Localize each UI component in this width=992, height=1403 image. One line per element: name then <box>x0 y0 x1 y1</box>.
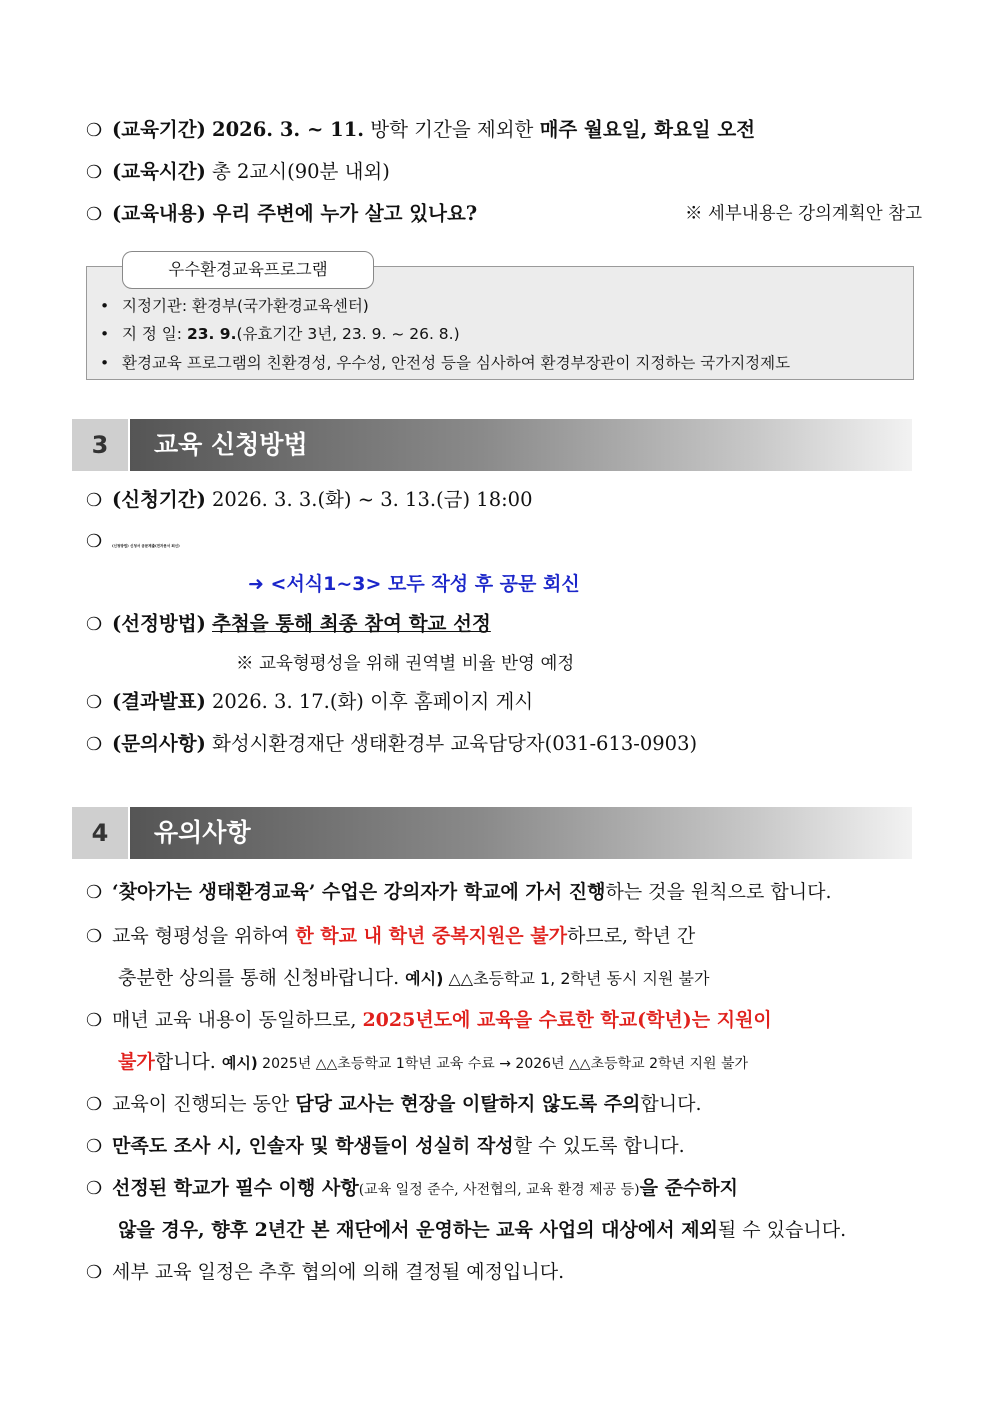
notice-item-2: ❍ 교육 형평성을 위하여 한 학교 내 학년 중복지원은 불가하므로, 학년 간 <box>86 925 696 947</box>
circle-bullet-icon: ❍ <box>86 1094 103 1115</box>
program-item-3: • 환경교육 프로그램의 친환경성, 우수성, 안전성 등을 심사하여 환경부장관이 지정하는 국가지정제도 <box>100 354 791 372</box>
apply-method-line: ❍ (신청방법) 신청서 공문제출(전자문서 회신) <box>86 531 180 552</box>
circle-bullet-icon: ❍ <box>86 1136 103 1157</box>
notice-item-4: ❍ 교육이 진행되는 동안 담당 교사는 현장을 이탈하지 않도록 주의합니다. <box>86 1093 702 1115</box>
section-4-header <box>72 807 912 859</box>
program-box-title: 우수환경교육프로그램 <box>122 251 374 289</box>
notice-item-3: ❍ 매년 교육 내용이 동일하므로, 2025년도에 교육을 수료한 학교(학년)는 지원이 <box>86 1009 772 1031</box>
circle-bullet-icon: ❍ <box>86 1262 103 1283</box>
contact-line: ❍ (문의사항) 화성시환경재단 생태환경부 교육담당자(031-613-0903) <box>86 732 698 755</box>
circle-bullet-icon: ❍ <box>86 204 103 225</box>
circle-bullet-icon: ❍ <box>86 120 103 141</box>
notice-item-7: ❍ 세부 교육 일정은 추후 협의에 의해 결정될 예정입니다. <box>86 1261 565 1283</box>
circle-bullet-icon: ❍ <box>86 614 103 635</box>
circle-bullet-icon: ❍ <box>86 162 103 183</box>
education-time-line: ❍ (교육시간) 총 2교시(90분 내외) <box>86 160 390 183</box>
notice-item-6-cont: 않을 경우, 향후 2년간 본 재단에서 운영하는 교육 사업의 대상에서 제외될 수 있습니다. <box>118 1219 847 1241</box>
circle-bullet-icon: ❍ <box>86 490 103 511</box>
notice-item-6: ❍ 선정된 학교가 필수 이행 사항(교육 일정 준수, 사전협의, 교육 환경 제공 등)을 준수하지 <box>86 1177 739 1199</box>
section-number: 3 <box>72 419 128 471</box>
section-3-header <box>72 419 912 471</box>
result-announcement-line: ❍ (결과발표) 2026. 3. 17.(화) 이후 홈페이지 게시 <box>86 690 534 713</box>
circle-bullet-icon: ❍ <box>86 1010 103 1031</box>
circle-bullet-icon: ❍ <box>86 882 103 903</box>
selection-method-line: ❍ (선정방법) 추첨을 통해 최종 참여 학교 선정 <box>86 612 491 635</box>
notice-item-1: ❍ ‘찾아가는 생태환경교육’ 수업은 강의자가 학교에 가서 진행하는 것을 원칙으로 합니다. <box>86 881 832 903</box>
form-submission-line: ➜ <서식1~3> 모두 작성 후 공문 회신 <box>248 573 580 595</box>
notice-item-5: ❍ 만족도 조사 시, 인솔자 및 학생들이 성실히 작성할 수 있도록 합니다. <box>86 1135 685 1157</box>
program-item-1: • 지정기관: 환경부(국가환경교육센터) <box>100 297 369 315</box>
content-note: ※ 세부내용은 강의계획안 참고 <box>684 204 922 224</box>
circle-bullet-icon: ❍ <box>86 926 103 947</box>
selection-note-line: ※ 교육형평성을 위해 권역별 비율 반영 예정 <box>236 654 575 674</box>
notice-item-2-cont: 충분한 상의를 통해 신청바랍니다. 예시) △△초등학교 1, 2학년 동시 지원 불가 <box>118 967 710 989</box>
apply-period-line: ❍ (신청기간) 2026. 3. 3.(화) ~ 3. 13.(금) 18:00 <box>86 488 533 511</box>
education-period-line: ❍ (교육기간) 2026. 3. ~ 11. 방학 기간을 제외한 매주 월요일, 화요일 오전 <box>86 118 756 141</box>
notice-item-3-cont: 불가합니다. 예시) 2025년 △△초등학교 1학년 교육 수료 → 2026년 △△초등학교 2학년 지원 불가 <box>118 1051 749 1073</box>
section-number: 4 <box>72 807 128 859</box>
section-title: 교육 신청방법 <box>130 419 912 471</box>
circle-bullet-icon: ❍ <box>86 734 103 755</box>
circle-bullet-icon: ❍ <box>86 692 103 713</box>
program-item-2: • 지 정 일: 23. 9.(유효기간 3년, 23. 9. ~ 26. 8.) <box>100 325 460 343</box>
circle-bullet-icon: ❍ <box>86 1178 103 1199</box>
education-content-line: ❍ (교육내용) 우리 주변에 누가 살고 있나요? ※ 세부내용은 강의계획안 참고 <box>86 202 922 225</box>
section-title: 유의사항 <box>130 807 912 859</box>
circle-bullet-icon: ❍ <box>86 531 103 552</box>
